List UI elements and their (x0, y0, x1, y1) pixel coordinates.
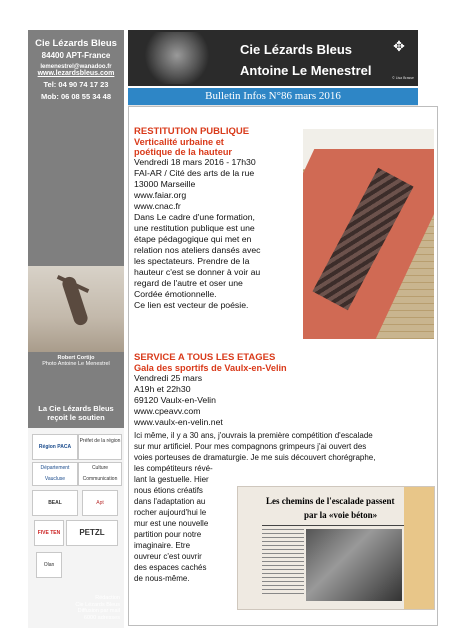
article-restitution (134, 126, 261, 311)
partner-logo: Apt (82, 490, 118, 516)
article-line: Ici même, il y a 30 ans, j'ouvrais la première compétition d'escalade (134, 431, 373, 440)
sidebar-phone: Tel: 04 90 74 17 23 (43, 80, 109, 89)
sidebar-website-link[interactable]: www.lezardsbleus.com (37, 70, 115, 77)
cnac-link[interactable]: www.cnac.fr (134, 201, 181, 211)
lizard-logo-icon: ✥ (393, 38, 405, 54)
article-line: nous étions créatifs (134, 486, 203, 495)
article-heading: SERVICE A TOUS LES ETAGES (134, 352, 276, 363)
partner-logo: Culture Communication (78, 462, 122, 486)
bulletin-title: Bulletin Infos N°86 mars 2016 (128, 88, 418, 107)
partner-logo: Région PACA (32, 434, 78, 460)
partner-logo: Préfet de la région (78, 434, 122, 460)
sidebar-mobile: Mob: 06 08 55 34 48 (40, 92, 112, 101)
article-line: de nous-même. (134, 574, 190, 583)
article-line: étape pédagogique qui met en (134, 234, 252, 244)
article-subheading: poétique de la hauteur (134, 147, 233, 157)
partner-logo: BEAL (32, 490, 78, 516)
redaction-line: Diffusion par mail (77, 608, 120, 614)
newspaper-clipping (237, 486, 435, 610)
article-line: mur est une nouvelle (134, 519, 209, 528)
support-heading (28, 404, 124, 422)
article-line: les spectateurs. Prendre de la (134, 256, 250, 266)
sidebar-address: 84400 APT-France (41, 51, 111, 60)
article-line: des espaces cachés (134, 563, 207, 572)
sidebar-org-name: Cie Lézards Bleus (35, 38, 117, 49)
article-subheading: Verticalité urbaine et (134, 137, 224, 147)
article-line: voies porteuses de dramaturgie. Je me suis découvert chorégraphe, (134, 453, 376, 462)
header-title-company: Cie Lézards Bleus (240, 42, 352, 57)
article-subheading: Gala des sportifs de Vaulx-en-Velin (134, 363, 287, 373)
redaction-line: Cie Lézards Bleus (75, 601, 120, 608)
article-line: Ce lien est vecteur de poésie. (134, 300, 249, 310)
vaulx-link[interactable]: www.vaulx-en-velin.net (134, 417, 223, 427)
building-photo (303, 129, 434, 339)
article-service (134, 352, 287, 428)
article-body-wide (134, 430, 434, 474)
partner-logo: PETZL (66, 520, 118, 546)
partner-logo: Olan (36, 552, 62, 578)
article-line: ouvreur c'est ouvrir (134, 552, 202, 561)
article-line: dans l'adaptation au (134, 497, 206, 506)
article-line: Vendredi 18 mars 2016 - 17h30 (134, 157, 256, 167)
article-line: Cordée émotionnelle. (134, 289, 217, 299)
article-line: FAI-AR / Cité des arts de la rue (134, 168, 255, 178)
photo-caption (28, 355, 124, 367)
partner-logo: Département Vaucluse (32, 462, 78, 486)
article-line: les compétiteurs révé- (134, 464, 213, 473)
photo-caption-credit: Photo Antoine Le Menestrel (42, 361, 110, 367)
article-line: une restitution publique est une (134, 223, 255, 233)
cpeavv-link[interactable]: www.cpeavv.com (134, 406, 201, 416)
article-line: 13000 Marseille (134, 179, 196, 189)
clipping-photo (306, 529, 402, 601)
article-body-narrow (134, 474, 236, 584)
support-line-2: reçoit le soutien (47, 413, 105, 422)
article-line: partition pour notre (134, 530, 202, 539)
photo-caption-name: Robert Cortijo (57, 355, 95, 361)
redaction-line: 6000 adresses (83, 614, 120, 621)
faiar-link[interactable]: www.faiar.org (134, 190, 187, 200)
clipping-headline: Les chemins de l'escalade passent (266, 496, 395, 506)
portrait-photo (141, 32, 213, 84)
sidebar-email[interactable]: lemenestrel@wanadoo.fr (40, 64, 112, 70)
article-line: rocher aujourd'hui le (134, 508, 207, 517)
article-line: Vendredi 25 mars (134, 373, 203, 383)
climber-photo (28, 266, 124, 352)
article-line: sur mur artificiel. Pour mes compagnons grimpeurs j'ai ouvert des (134, 442, 367, 451)
article-line: hauteur c'est se donner à voir au (134, 267, 261, 277)
sidebar (28, 30, 124, 620)
article-line: 69120 Vaulx-en-Velin (134, 395, 216, 405)
article-line: A19h et 22h30 (134, 384, 191, 394)
article-line: lant la gestuelle. Hier (134, 475, 209, 484)
header-title-artist: Antoine Le Menestrel (240, 63, 372, 78)
photo-credit: © Lisa Brasse (392, 76, 414, 80)
article-line: imaginaire. Etre (134, 541, 191, 550)
redaction-note (28, 595, 124, 621)
article-heading: RESTITUTION PUBLIQUE (134, 126, 250, 137)
partner-logo: FIVE TEN (34, 520, 64, 546)
support-line-1: La Cie Lézards Bleus (38, 404, 114, 413)
article-line: relation nos ateliers dansés avec (134, 245, 261, 255)
clipping-headline: par la «voie béton» (304, 510, 378, 520)
article-line: Dans Le cadre d'une formation, (134, 212, 255, 222)
redaction-line: Rédaction (95, 595, 120, 601)
contact-block (28, 30, 124, 140)
article-line: regard de l'autre et oser une (134, 278, 243, 288)
newsletter-header (128, 30, 418, 86)
